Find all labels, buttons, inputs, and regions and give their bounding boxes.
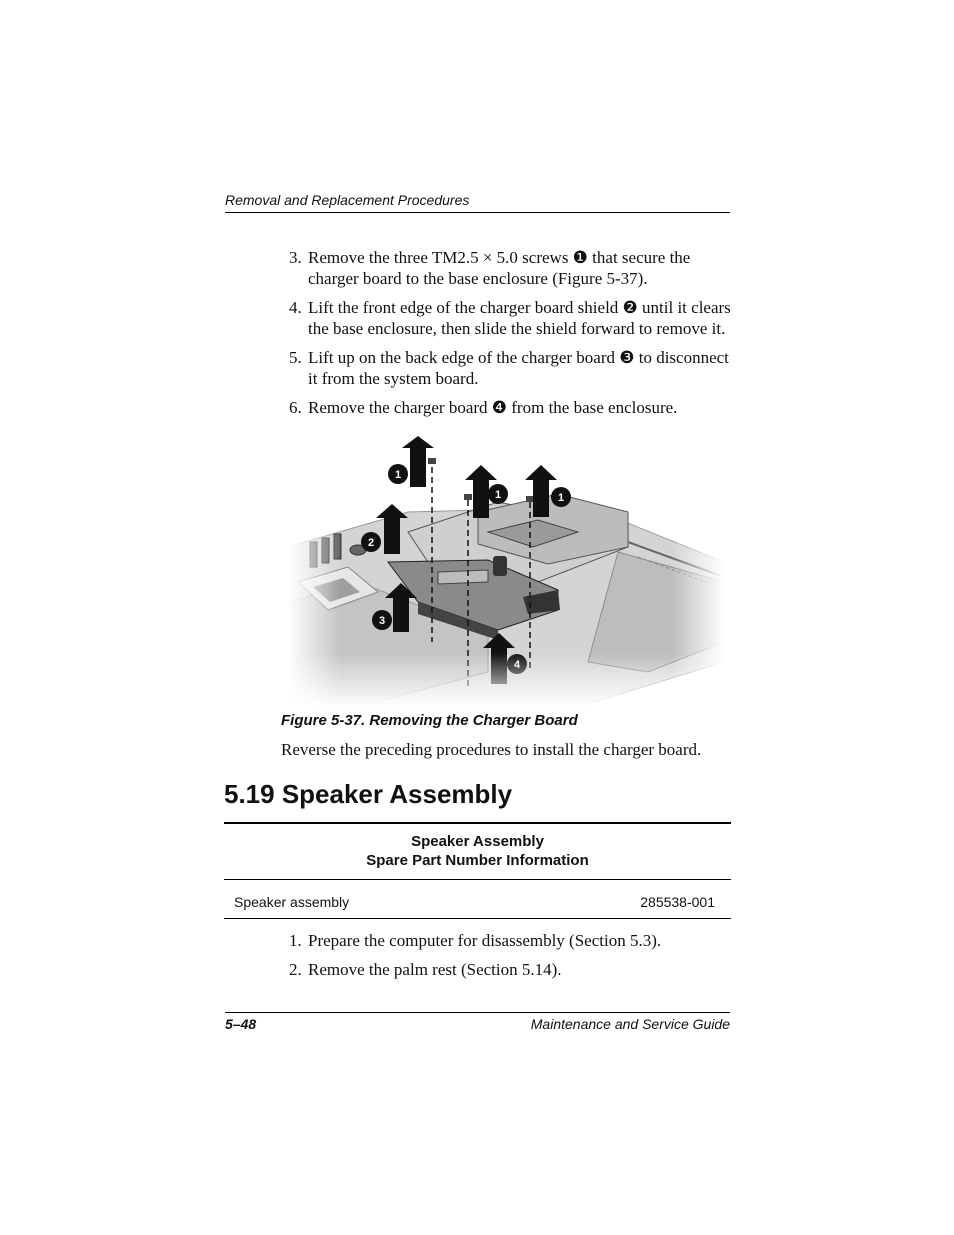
step-number: 6. xyxy=(289,398,302,417)
list-item xyxy=(289,247,734,289)
step-text: Remove the three TM2.5 × 5.0 screws ❶ that secure the charger board to the base enclosure (Figure 5-37). xyxy=(308,248,691,288)
charger-board-illustration xyxy=(288,432,724,708)
charger-steps-list xyxy=(289,247,734,426)
charger-board-figure xyxy=(288,432,724,708)
figure-caption: Figure 5-37. Removing the Charger Board xyxy=(281,712,578,729)
list-item xyxy=(289,297,734,339)
step-text: Remove the palm rest (Section 5.14). xyxy=(308,960,562,979)
list-item xyxy=(289,959,734,980)
table-header xyxy=(224,822,731,880)
table-heading-line: Spare Part Number Information xyxy=(366,852,589,869)
table-heading-line: Speaker Assembly xyxy=(411,833,544,850)
step-text: Prepare the computer for disassembly (Section 5.3). xyxy=(308,931,662,950)
reverse-note: Reverse the preceding procedures to install the charger board. xyxy=(281,740,702,759)
list-item xyxy=(289,347,734,389)
step-number: 5. xyxy=(289,348,302,367)
speaker-steps-list xyxy=(289,930,734,988)
step-number: 4. xyxy=(289,298,302,317)
guide-title: Maintenance and Service Guide xyxy=(530,1016,730,1032)
step-text: Lift up on the back edge of the charger board ❸ to disconnect it from the system board. xyxy=(308,348,729,388)
list-item xyxy=(289,397,734,418)
spare-part-table xyxy=(224,822,731,919)
table-row xyxy=(224,880,731,919)
part-description: Speaker assembly xyxy=(234,894,350,910)
page-number: 5–48 xyxy=(225,1016,257,1032)
step-number: 2. xyxy=(289,960,302,979)
list-item xyxy=(289,930,734,951)
running-header: Removal and Replacement Procedures xyxy=(225,192,730,213)
page-footer xyxy=(225,1012,730,1032)
step-text: Remove the charger board ❹ from the base enclosure. xyxy=(308,398,678,417)
step-number: 1. xyxy=(289,931,302,950)
step-number: 3. xyxy=(289,248,302,267)
section-title: 5.19 Speaker Assembly xyxy=(224,779,513,809)
part-number: 285538-001 xyxy=(640,894,715,910)
step-text: Lift the front edge of the charger board shield ❷ until it clears the base enclosure, then slide the shield forward to remove it. xyxy=(308,298,731,338)
